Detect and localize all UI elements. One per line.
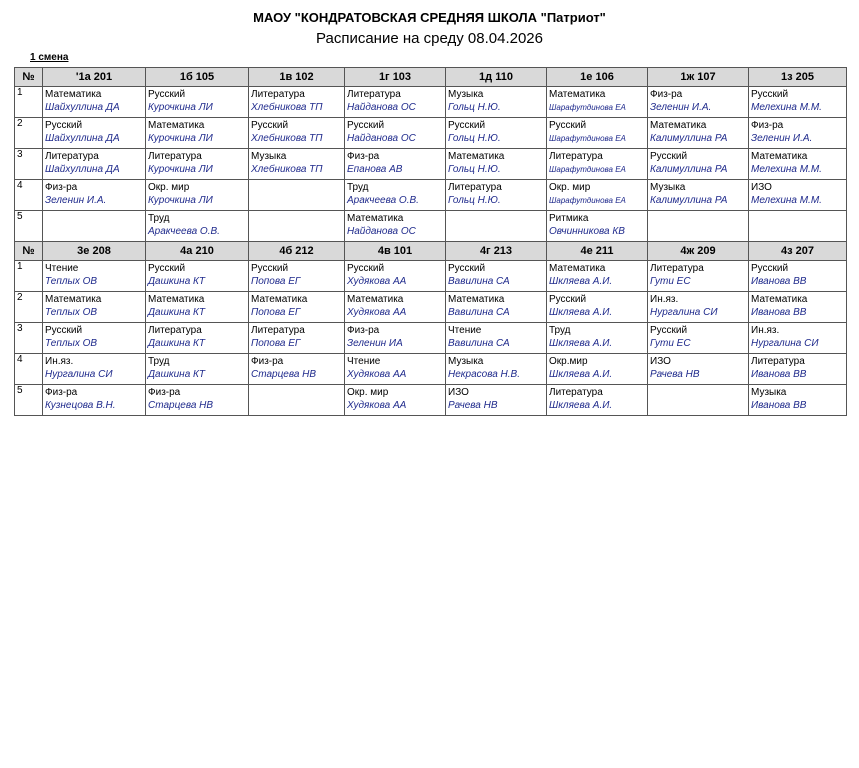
class-header: 1д 110 (446, 68, 547, 87)
teacher-name: Гольц Н.Ю. (448, 195, 501, 206)
class-header: '1а 201 (43, 68, 146, 87)
class-header: 4в 101 (345, 242, 446, 261)
lesson-cell (446, 118, 547, 149)
lesson-row (15, 87, 847, 118)
teacher-name: Калимуллина РА (650, 164, 728, 175)
lesson-cell (749, 87, 847, 118)
teacher-name: Хлебникова ТП (251, 164, 323, 175)
subject-name: ИЗО (448, 387, 469, 398)
lesson-cell (749, 149, 847, 180)
lesson-cell (146, 323, 249, 354)
class-header: 4б 212 (249, 242, 345, 261)
subject-name: Литература (448, 182, 502, 193)
lesson-cell (345, 87, 446, 118)
teacher-name: Теплых ОВ (45, 276, 98, 287)
lesson-cell (249, 385, 345, 416)
teacher-name: Курочкина ЛИ (148, 102, 213, 113)
lesson-number-header: № (15, 242, 43, 261)
lesson-cell (547, 261, 648, 292)
subject-name: Русский (751, 263, 789, 274)
lesson-cell (43, 292, 146, 323)
class-header: 1е 106 (547, 68, 648, 87)
teacher-name: Рачева НВ (650, 369, 700, 380)
subject-name: Литература (549, 151, 603, 162)
subject-name: Литература (549, 387, 603, 398)
lesson-cell (345, 180, 446, 211)
lesson-cell (749, 180, 847, 211)
lesson-cell (146, 385, 249, 416)
subject-name: Литература (650, 263, 704, 274)
subject-name: Математика (45, 89, 102, 100)
schedule-table (14, 67, 847, 416)
lesson-cell (446, 87, 547, 118)
subject-name: Русский (251, 120, 289, 131)
subject-name: ИЗО (751, 182, 772, 193)
subject-name: Математика (448, 294, 505, 305)
class-header: 4з 207 (749, 242, 847, 261)
lesson-cell (446, 211, 547, 242)
lesson-cell (648, 149, 749, 180)
teacher-name: Хлебникова ТП (251, 102, 323, 113)
lesson-cell (749, 354, 847, 385)
lesson-cell (749, 323, 847, 354)
lesson-cell (547, 87, 648, 118)
subject-name: Математика (251, 294, 308, 305)
lesson-cell (547, 292, 648, 323)
subject-name: Литература (251, 325, 305, 336)
teacher-name: Курочкина ЛИ (148, 195, 213, 206)
subject-name: Русский (549, 120, 587, 131)
lesson-cell (43, 354, 146, 385)
lesson-cell (648, 292, 749, 323)
subject-name: Русский (347, 263, 385, 274)
lesson-number: 3 (15, 149, 43, 180)
teacher-name: Мелехина М.М. (751, 195, 822, 206)
lesson-row (15, 385, 847, 416)
lesson-cell (749, 118, 847, 149)
subject-name: Русский (650, 325, 688, 336)
lesson-cell (43, 118, 146, 149)
subject-name: Литература (148, 325, 202, 336)
teacher-name: Иванова ВВ (751, 307, 807, 318)
subject-name: Математика (549, 263, 606, 274)
lesson-row (15, 211, 847, 242)
subject-name: Ин.яз. (45, 356, 74, 367)
subject-name: Чтение (347, 356, 381, 367)
class-header: 4а 210 (146, 242, 249, 261)
shift-label: 1 смена (30, 52, 69, 63)
teacher-name: Мелехина М.М. (751, 102, 822, 113)
lesson-cell (446, 261, 547, 292)
class-header: 1ж 107 (648, 68, 749, 87)
teacher-name: Найданова ОС (347, 133, 416, 144)
teacher-name: Шарафутдинова ЕА (549, 196, 626, 205)
teacher-name: Теплых ОВ (45, 307, 98, 318)
class-header: 1б 105 (146, 68, 249, 87)
subject-name: Русский (448, 263, 486, 274)
teacher-name: Старцева НВ (148, 400, 214, 411)
lesson-row (15, 180, 847, 211)
teacher-name: Вавилина СА (448, 307, 510, 318)
teacher-name: Гути ЕС (650, 276, 691, 287)
teacher-name: Иванова ВВ (751, 369, 807, 380)
teacher-name: Овчинникова КВ (549, 226, 625, 237)
teacher-name: Вавилина СА (448, 338, 510, 349)
teacher-name: Зеленин И.А. (751, 133, 813, 144)
subject-name: Труд (549, 325, 571, 336)
teacher-name: Епанова АВ (347, 164, 403, 175)
lesson-cell (446, 323, 547, 354)
lesson-cell (446, 180, 547, 211)
teacher-name: Найданова ОС (347, 226, 416, 237)
lesson-cell (749, 385, 847, 416)
subject-name: Русский (347, 120, 385, 131)
teacher-name: Гольц Н.Ю. (448, 133, 501, 144)
subject-name: Физ-ра (45, 182, 78, 193)
lesson-number: 3 (15, 323, 43, 354)
lesson-row (15, 292, 847, 323)
subject-name: Математика (148, 294, 205, 305)
lesson-row (15, 323, 847, 354)
subject-name: Ин.яз. (751, 325, 780, 336)
lesson-cell (249, 261, 345, 292)
subject-name: Музыка (251, 151, 287, 162)
teacher-name: Гольц Н.Ю. (448, 102, 501, 113)
subject-name: Математика (45, 294, 102, 305)
teacher-name: Худякова АА (347, 400, 407, 411)
lesson-cell (547, 211, 648, 242)
subject-name: Русский (148, 89, 186, 100)
lesson-cell (648, 87, 749, 118)
subject-name: Окр. мир (347, 387, 389, 398)
subject-name: Музыка (448, 356, 484, 367)
lesson-cell (648, 385, 749, 416)
subject-name: Физ-ра (251, 356, 284, 367)
lesson-number: 4 (15, 180, 43, 211)
lesson-cell (648, 261, 749, 292)
lesson-cell (249, 354, 345, 385)
lesson-cell (547, 180, 648, 211)
teacher-name: Нургалина СИ (650, 307, 718, 318)
lesson-cell (345, 261, 446, 292)
subject-name: Литература (347, 89, 401, 100)
lesson-cell (749, 292, 847, 323)
lesson-cell (146, 354, 249, 385)
teacher-name: Шкляева А.И. (549, 400, 613, 411)
subject-name: Русский (251, 263, 289, 274)
subject-name: Математика (549, 89, 606, 100)
subject-name: Физ-ра (751, 120, 784, 131)
subject-name: Труд (148, 213, 170, 224)
subject-name: Ритмика (549, 213, 589, 224)
schedule-date-title: Расписание на среду 08.04.2026 (315, 30, 543, 47)
subject-name: Литература (45, 151, 99, 162)
lesson-number: 1 (15, 261, 43, 292)
lesson-cell (43, 261, 146, 292)
lesson-cell (547, 118, 648, 149)
subject-name: ИЗО (650, 356, 671, 367)
lesson-cell (146, 180, 249, 211)
subject-name: Литература (751, 356, 805, 367)
lesson-number: 5 (15, 385, 43, 416)
subject-name: Русский (45, 325, 83, 336)
subject-name: Физ-ра (45, 387, 78, 398)
subject-name: Математика (650, 120, 707, 131)
lesson-cell (648, 354, 749, 385)
lesson-cell (345, 118, 446, 149)
teacher-name: Шайхуллина ДА (45, 164, 120, 175)
subject-name: Русский (751, 89, 789, 100)
teacher-name: Рачева НВ (448, 400, 498, 411)
teacher-name: Теплых ОВ (45, 338, 98, 349)
lesson-cell (249, 180, 345, 211)
teacher-name: Дашкина КТ (148, 338, 206, 349)
subject-name: Математика (347, 213, 404, 224)
lesson-cell (249, 149, 345, 180)
teacher-name: Калимуллина РА (650, 195, 728, 206)
lesson-cell (446, 292, 547, 323)
teacher-name: Некрасова Н.В. (448, 369, 520, 380)
lesson-cell (648, 118, 749, 149)
subject-name: Физ-ра (650, 89, 683, 100)
subject-name: Русский (148, 263, 186, 274)
subject-name: Физ-ра (148, 387, 181, 398)
subject-name: Русский (549, 294, 587, 305)
lesson-cell (249, 323, 345, 354)
subject-name: Чтение (448, 325, 482, 336)
teacher-name: Дашкина КТ (148, 307, 206, 318)
teacher-name: Шкляева А.И. (549, 338, 613, 349)
teacher-name: Аракчеева О.В. (148, 226, 220, 237)
class-header-row (15, 68, 847, 87)
teacher-name: Попова ЕГ (251, 307, 301, 318)
teacher-name: Дашкина КТ (148, 369, 206, 380)
lesson-cell (43, 180, 146, 211)
lesson-cell (146, 118, 249, 149)
teacher-name: Старцева НВ (251, 369, 317, 380)
lesson-cell (749, 261, 847, 292)
lesson-cell (43, 149, 146, 180)
lesson-cell (249, 211, 345, 242)
subject-name: Математика (751, 294, 808, 305)
subject-name: Математика (148, 120, 205, 131)
subject-name: Физ-ра (347, 325, 380, 336)
teacher-name: Дашкина КТ (148, 276, 206, 287)
teacher-name: Шкляева А.И. (549, 307, 613, 318)
teacher-name: Зеленин И.А. (650, 102, 712, 113)
subject-name: Математика (448, 151, 505, 162)
lesson-cell (43, 211, 146, 242)
lesson-cell (345, 323, 446, 354)
class-header: 1з 205 (749, 68, 847, 87)
teacher-name: Курочкина ЛИ (148, 133, 213, 144)
teacher-name: Нургалина СИ (45, 369, 113, 380)
teacher-name: Калимуллина РА (650, 133, 728, 144)
teacher-name: Гольц Н.Ю. (448, 164, 501, 175)
teacher-name: Шарафутдинова ЕА (549, 103, 626, 112)
class-header: 3е 208 (43, 242, 146, 261)
school-title: МАОУ "КОНДРАТОВСКАЯ СРЕДНЯЯ ШКОЛА "Патриот" (253, 10, 606, 25)
lesson-cell (648, 211, 749, 242)
subject-name: Русский (650, 151, 688, 162)
lesson-cell (749, 211, 847, 242)
lesson-cell (43, 87, 146, 118)
lesson-row (15, 354, 847, 385)
teacher-name: Кузнецова В.Н. (45, 400, 116, 411)
teacher-name: Иванова ВВ (751, 276, 807, 287)
subject-name: Музыка (751, 387, 787, 398)
teacher-name: Нургалина СИ (751, 338, 819, 349)
teacher-name: Хлебникова ТП (251, 133, 323, 144)
teacher-name: Вавилина СА (448, 276, 510, 287)
teacher-name: Худякова АА (347, 276, 407, 287)
teacher-name: Иванова ВВ (751, 400, 807, 411)
lesson-cell (547, 354, 648, 385)
lesson-cell (446, 149, 547, 180)
teacher-name: Шкляева А.И. (549, 276, 613, 287)
lesson-row (15, 261, 847, 292)
lesson-cell (345, 385, 446, 416)
teacher-name: Аракчеева О.В. (347, 195, 419, 206)
teacher-name: Шайхуллина ДА (45, 133, 120, 144)
lesson-cell (249, 118, 345, 149)
lesson-cell (146, 149, 249, 180)
lesson-row (15, 118, 847, 149)
class-header: 4ж 209 (648, 242, 749, 261)
lesson-cell (146, 261, 249, 292)
lesson-number: 5 (15, 211, 43, 242)
teacher-name: Найданова ОС (347, 102, 416, 113)
class-header: 1в 102 (249, 68, 345, 87)
subject-name: Литература (251, 89, 305, 100)
teacher-name: Шкляева А.И. (549, 369, 613, 380)
class-header: 4г 213 (446, 242, 547, 261)
subject-name: Труд (148, 356, 170, 367)
lesson-cell (446, 354, 547, 385)
teacher-name: Худякова АА (347, 307, 407, 318)
lesson-row (15, 149, 847, 180)
teacher-name: Попова ЕГ (251, 338, 301, 349)
lesson-cell (249, 87, 345, 118)
lesson-cell (547, 149, 648, 180)
subject-name: Труд (347, 182, 369, 193)
teacher-name: Зеленин И.А. (45, 195, 107, 206)
lesson-cell (43, 385, 146, 416)
subject-name: Математика (751, 151, 808, 162)
subject-name: Окр. мир (549, 182, 591, 193)
lesson-cell (648, 180, 749, 211)
subject-name: Литература (148, 151, 202, 162)
class-header: 1г 103 (345, 68, 446, 87)
teacher-name: Зеленин ИА (347, 338, 403, 349)
lesson-cell (345, 149, 446, 180)
lesson-number: 4 (15, 354, 43, 385)
lesson-cell (146, 292, 249, 323)
class-header-row (15, 242, 847, 261)
lesson-number: 2 (15, 118, 43, 149)
lesson-cell (249, 292, 345, 323)
subject-name: Математика (347, 294, 404, 305)
lesson-number-header: № (15, 68, 43, 87)
lesson-cell (648, 323, 749, 354)
lesson-number: 2 (15, 292, 43, 323)
subject-name: Окр. мир (148, 182, 190, 193)
teacher-name: Шайхуллина ДА (45, 102, 120, 113)
teacher-name: Попова ЕГ (251, 276, 301, 287)
lesson-cell (345, 292, 446, 323)
class-header: 4е 211 (547, 242, 648, 261)
teacher-name: Гути ЕС (650, 338, 691, 349)
teacher-name: Шарафутдинова ЕА (549, 165, 626, 174)
lesson-cell (146, 211, 249, 242)
lesson-cell (446, 385, 547, 416)
teacher-name: Мелехина М.М. (751, 164, 822, 175)
lesson-number: 1 (15, 87, 43, 118)
lesson-cell (547, 323, 648, 354)
lesson-cell (547, 385, 648, 416)
subject-name: Русский (45, 120, 83, 131)
subject-name: Ин.яз. (650, 294, 679, 305)
subject-name: Окр.мир (549, 356, 588, 367)
subject-name: Музыка (448, 89, 484, 100)
teacher-name: Курочкина ЛИ (148, 164, 213, 175)
lesson-cell (345, 211, 446, 242)
lesson-cell (146, 87, 249, 118)
subject-name: Музыка (650, 182, 686, 193)
lesson-cell (345, 354, 446, 385)
lesson-cell (43, 323, 146, 354)
teacher-name: Худякова АА (347, 369, 407, 380)
subject-name: Русский (448, 120, 486, 131)
subject-name: Чтение (45, 263, 79, 274)
teacher-name: Шарафутдинова ЕА (549, 134, 626, 143)
subject-name: Физ-ра (347, 151, 380, 162)
